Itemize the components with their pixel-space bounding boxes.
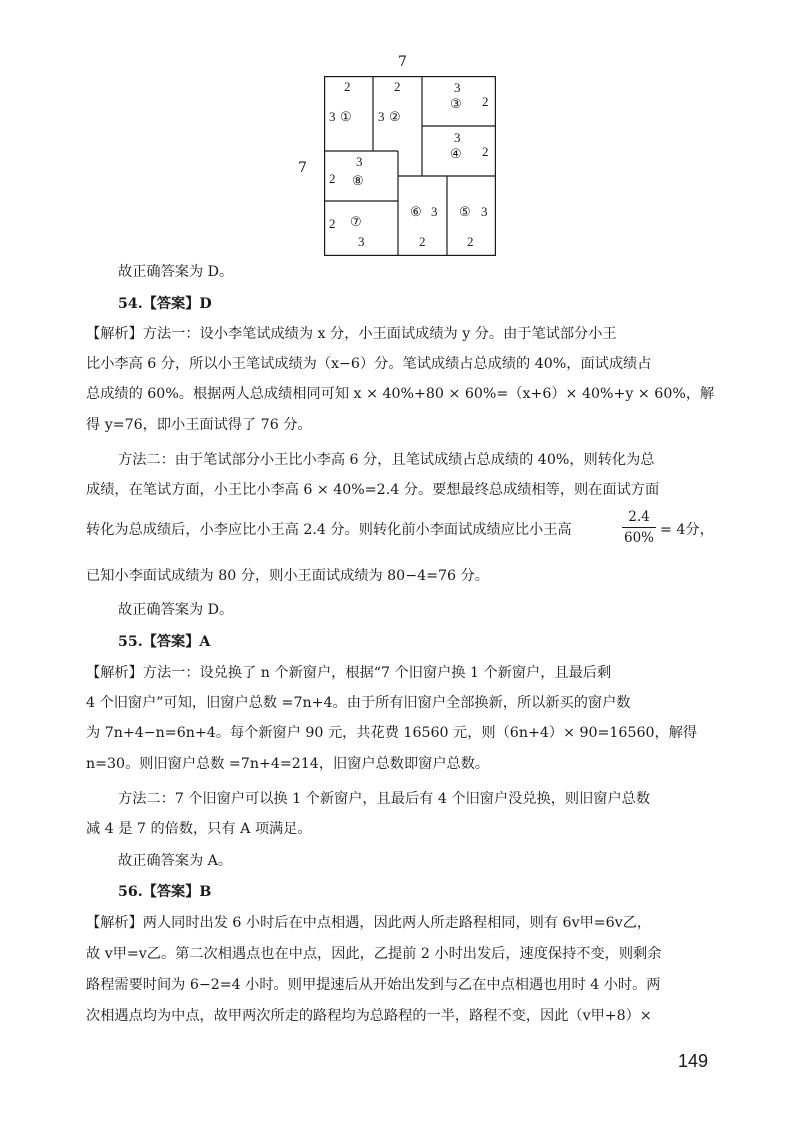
analysis-56-line1: 【解析】两人同时出发 6 小时后在中点相遇，因此两人所走路程相同，则有 6v甲=6v乙， [86,915,652,931]
analysis-54-line8: 已知小李面试成绩为 80 分，则小王面试成绩为 80−4=76 分。 [86,568,489,584]
diagram-left-label: 7 [298,160,307,176]
conclusion-55: 故正确答案为 A。 [118,853,233,869]
cell3-circle: ③ [450,96,462,111]
answer-54: 54.【答案】D [118,296,212,312]
analysis-56-line2: 故 v甲=v乙。第二次相遇点也在中点，因此，乙提前 2 小时出发后，速度保持不变，则剩余 [86,946,662,962]
cell4-top: 3 [454,130,461,145]
analysis-54-line1: 【解析】方法一：设小李笔试成绩为 x 分，小王面试成绩为 y 分。由于笔试部分小王 [86,326,617,342]
cell4-circle: ④ [450,146,462,161]
analysis-54-line3: 总成绩的 60%。根据两人总成绩相同可知 x × 40%+80 × 60%=（x+6）× 40%+y × 60%，解 [86,386,715,402]
cell7-circle: ⑦ [350,214,362,229]
diagram-top-label: 7 [398,54,407,70]
cell2-circle: ② [389,109,401,124]
cell1-circle: ① [340,109,352,124]
fraction-numerator: 2.4 [628,509,650,525]
fraction-denominator: 60% [623,530,654,546]
analysis-56-line3: 路程需要时间为 6−2=4 小时。则甲提速后从开始出发到与乙在中点相遇也用时 4 小时。两 [86,977,661,993]
analysis-55-line4: n=30。则旧窗户总数 =7n+4=214，旧窗户总数即窗户总数。 [86,756,490,772]
analysis-55-line1: 【解析】方法一：设兑换了 n 个新窗户，根据“7 个旧窗户换 1 个新窗户，且最后剩 [86,665,612,681]
answer-56: 56.【答案】B [118,884,212,900]
conclusion-54: 故正确答案为 D。 [118,602,234,618]
cell5-circle: ⑤ [459,204,471,219]
rectangle-partition-diagram [324,76,496,256]
analysis-55-line3: 为 7n+4−n=6n+4。每个新窗户 90 元，共花费 16560 元，则（6n+4）× 90=16560，解得 [86,725,698,741]
analysis-55-line6: 减 4 是 7 的倍数，只有 A 项满足。 [86,821,312,837]
cell1-top: 2 [344,79,351,94]
analysis-55-line5: 方法二：7 个旧窗户可以换 1 个新窗户，且最后有 4 个旧窗户没兑换，则旧窗户总数 [118,791,651,807]
analysis-54-line2: 比小李高 6 分，所以小王笔试成绩为（x−6）分。笔试成绩占总成绩的 40%，面试成绩占 [86,356,652,372]
cell2-left: 3 [378,109,385,124]
cell6-right: 3 [431,204,438,219]
analysis-56-line4: 次相遇点均为中点，故甲两次所走的路程均为总路程的一半，路程不变，因此（v甲+8）× [86,1008,652,1024]
conclusion-53: 故正确答案为 D。 [118,264,234,280]
cell6-circle: ⑥ [410,204,422,219]
cell3-top: 3 [454,80,461,95]
analysis-54-line6: 成绩，在笔试方面，小王比小李高 6 × 40%=2.4 分。要想最终总成绩相等，则在面试方面 [86,482,660,498]
cell7-left: 2 [329,216,336,231]
analysis-55-line2: 4 个旧窗户”可知，旧窗户总数 =7n+4。由于所有旧窗户全部换新，所以新买的窗户数 [86,695,631,711]
cell6-bottom: 2 [419,234,426,249]
fraction-bar [622,527,656,528]
analysis-54-line5: 方法二：由于笔试部分小王比小李高 6 分，且笔试成绩占总成绩的 40%，则转化为总 [118,452,655,468]
cell5-right: 3 [481,204,488,219]
cell5-bottom: 2 [467,234,474,249]
cell3-right: 2 [482,94,489,109]
answer-55: 55.【答案】A [118,634,211,650]
analysis-54-line4: 得 y=76，即小王面试得了 76 分。 [86,417,312,433]
fraction [622,509,656,546]
cell1-left: 3 [329,109,336,124]
page-number: 149 [677,1051,708,1071]
cell8-left: 2 [329,171,336,186]
cell8-circle: ⑧ [352,173,364,188]
cell7-bottom: 3 [358,234,365,249]
analysis-54-line7: 转化为总成绩后，小李应比小王高 2.4 分。则转化前小李面试成绩应比小王高 [86,522,572,538]
fraction-result: = 4分， [660,522,714,538]
cell4-right: 2 [482,144,489,159]
cell8-top: 3 [356,154,363,169]
cell2-top: 2 [394,79,401,94]
